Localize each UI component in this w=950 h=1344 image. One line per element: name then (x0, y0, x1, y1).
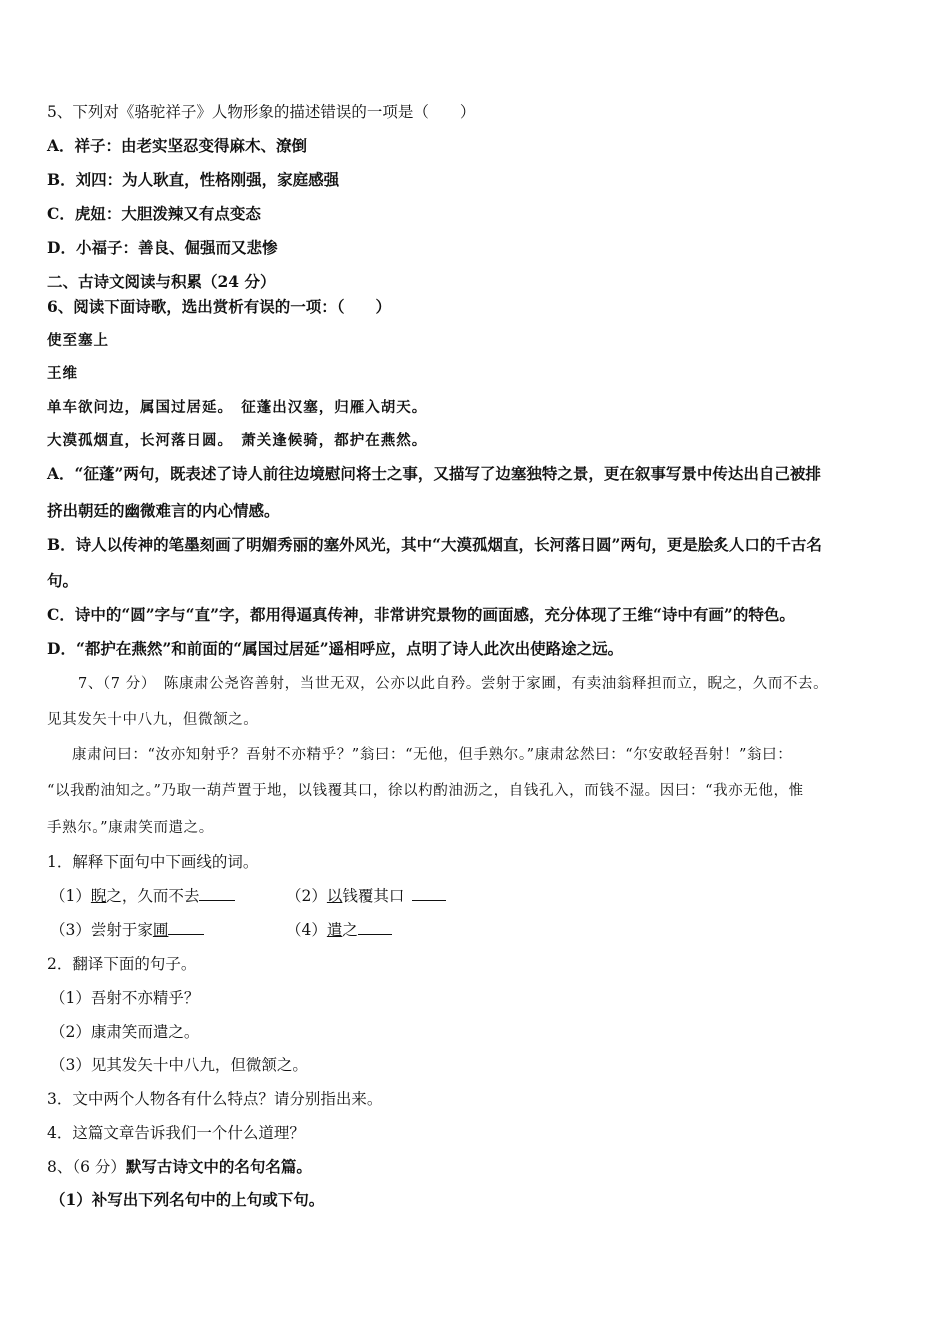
q8-stem (47, 1157, 312, 1177)
q6-option-a-line-2: 挤出朝廷的幽微难言的内心情感。 (47, 501, 280, 520)
q7-para1-line-1: 7、（7 分） 陈康肃公尧咨善射，当世无双，公亦以此自矜。尝射于家圃，有卖油翁释担而立，睨之，久而不去。 (78, 676, 829, 692)
q7-sub3: 3．文中两个人物各有什么特点？请分别指出来。 (47, 1090, 383, 1108)
q5-stem: 5、下列对《骆驼祥子》人物形象的描述错误的一项是（ ） (47, 103, 476, 121)
poem-author: 王维 (47, 365, 78, 382)
q5-option-c: C．虎妞：大胆泼辣又有点变态 (47, 204, 261, 223)
poem-title: 使至塞上 (47, 332, 109, 349)
q8-stem-text: 默写古诗文中的名句名篇。 (125, 1157, 312, 1176)
q8-sub1: （1）补写出下列名句中的上句或下句。 (50, 1190, 325, 1209)
q5-option-a: A．祥子：由老实坚忍变得麻木、潦倒 (47, 136, 308, 155)
poem-line-2: 大漠孤烟直，长河落日圆。 萧关逢候骑，都护在燕然。 (47, 432, 428, 449)
q7-para2-line-3: 手熟尔。”康肃笑而遣之。 (47, 820, 214, 836)
q7-sub1-item-4: （4）遣之 (286, 920, 392, 940)
q7-sub2-item-1: （1）吾射不亦精乎？ (50, 989, 200, 1007)
q7-sub2-item-2: （2）康肃笑而遣之。 (50, 1023, 200, 1041)
q7-sub2-title: 2．翻译下面的句子。 (47, 955, 197, 973)
q7-para1-line-2: 见其发矢十中八九，但微颔之。 (47, 712, 259, 728)
q7-sub1-item-1: （1）睨之，久而不去 (50, 886, 235, 906)
q7-sub1-item-3: （3）尝射于家圃 (50, 920, 204, 940)
q7-sub4: 4．这篇文章告诉我们一个什么道理？ (47, 1124, 305, 1142)
q7-sub1-item-2: （2）以钱覆其口 (286, 886, 446, 906)
q5-option-d: D．小福子：善良、倔强而又悲惨 (47, 238, 278, 257)
q6-option-c: C．诗中的“圆”字与“直”字，都用得逼真传神，非常讲究景物的画面感，充分体现了王维“诗中有画”的特色。 (47, 605, 795, 624)
q6-option-b-line-1: B．诗人以传神的笔墨刻画了明媚秀丽的塞外风光，其中“大漠孤烟直，长河落日圆”两句，更是脍炙人口的千古名 (47, 535, 822, 554)
q6-option-d: D．“都护在燕然”和前面的“属国过居延”遥相呼应，点明了诗人此次出使路途之远。 (47, 639, 624, 658)
q6-stem: 6、阅读下面诗歌，选出赏析有误的一项：（ ） (47, 297, 392, 316)
q8-number: 8、（6 分） (47, 1158, 126, 1176)
q6-option-a-line-1: A．“征蓬”两句，既表述了诗人前往边境慰问将士之事，又描写了边塞独特之景，更在叙事写景中传达出自己被排 (47, 464, 821, 483)
section-2-title: 二、古诗文阅读与积累（24 分） (47, 272, 276, 291)
q7-para2-line-1: 康肃问曰：“汝亦知射乎？吾射不亦精乎？”翁曰：“无他，但手熟尔。”康肃忿然曰：“尔安敢轻吾射！”翁曰： (72, 747, 793, 763)
poem-line-1: 单车欲问边，属国过居延。 征蓬出汉塞，归雁入胡天。 (47, 399, 428, 416)
q5-option-b: B．刘四：为人耿直，性格刚强，家庭感强 (47, 170, 340, 189)
q7-sub1-title: 1．解释下面句中下画线的词。 (47, 853, 259, 871)
q7-sub2-item-3: （3）见其发矢十中八九，但微颔之。 (50, 1056, 308, 1074)
q6-option-b-line-2: 句。 (47, 571, 79, 590)
q7-para2-line-2: “以我酌油知之。”乃取一葫芦置于地，以钱覆其口，徐以杓酌油沥之，自钱孔入，而钱不湿。因曰：“我亦无他，惟 (47, 783, 804, 799)
